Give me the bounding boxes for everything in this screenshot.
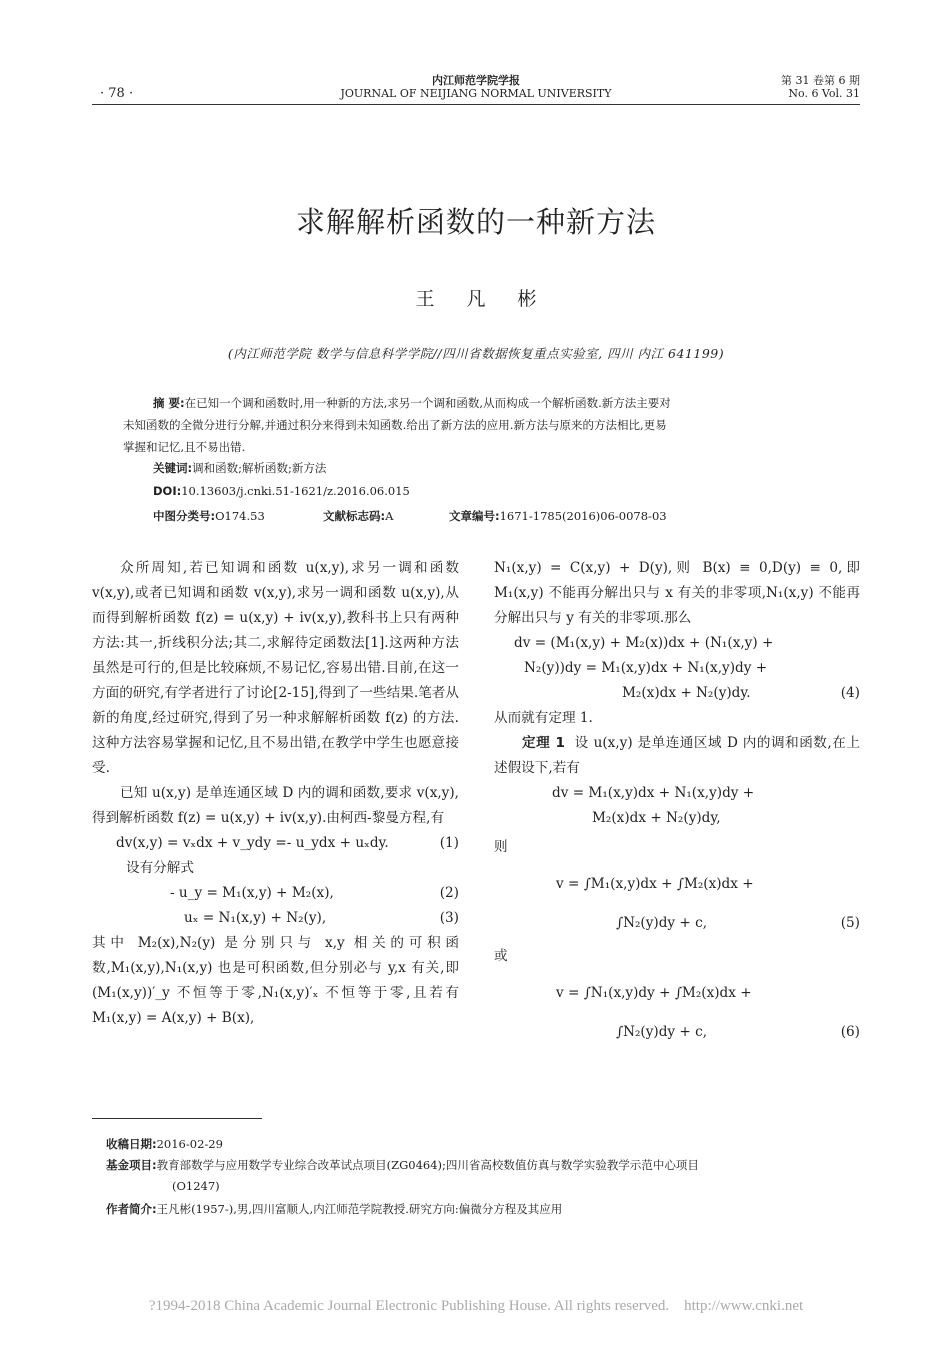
abstract-line3: 掌握和记忆,且不易出错. bbox=[123, 440, 246, 454]
doc-code-value: A bbox=[385, 509, 394, 523]
theorem-eq-line1: dv = M₁(x,y)dx + N₁(x,y)dy + bbox=[552, 785, 755, 801]
journal-name-en: JOURNAL OF NEIJIANG NORMAL UNIVERSITY bbox=[340, 87, 612, 100]
page-number: · 78 · bbox=[100, 86, 134, 101]
equation-2: - u_y = M₁(x,y) + M₂(x), (2) bbox=[170, 885, 459, 901]
keywords-text: 调和函数;解析函数;新方法 bbox=[192, 461, 327, 475]
equation-5-line1: v = ∫M₁(x,y)dx + ∫M₂(x)dx + bbox=[556, 876, 754, 892]
theorem-lead: 从而就有定理 1. bbox=[494, 710, 593, 726]
equation-6-line2: ∫N₂(y)dy + c, (6) bbox=[616, 1024, 860, 1040]
doi-text: 10.13603/j.cnki.51-1621/z.2016.06.015 bbox=[181, 484, 410, 498]
author-name: 王凡彬 bbox=[415, 288, 569, 310]
abstract-line2: 未知函数的全微分进行分解,并通过积分来得到未知函数.给出了新方法的应用.新方法与原来的方法相比,更易 bbox=[123, 418, 667, 432]
fund-label: 基金项目: bbox=[106, 1158, 157, 1172]
bio-value: 王凡彬(1957-),男,四川富顺人,内江师范学院教授.研究方向:偏微分方程及其应用 bbox=[156, 1202, 563, 1216]
article-number-value: 1671-1785(2016)06-0078-03 bbox=[499, 509, 667, 523]
intro-paragraph: 众所周知,若已知调和函数 u(x,y),求另一调和函数 v(x,y),或者已知调和函数 v(x,y),求另一调和函数 u(x,y),从而得到解析函数 f(z) = u(x,y) + iv(x,y),教科书上只有两种方法:其一,折线积分法;其二,求解待定函数法[1].这两种方法虽然是可行的,但是比较麻烦,不易记忆,容易出错.目前,在这一方面的研究,有学者进行了讨论[2-15],得到了一些结果.笔者从新的角度,经过研究,得到了另一种求解解析函数 f(z) 的方法.这种方法容易掌握和记忆,且不易出错,在教学中学生也愿意接受. bbox=[92, 560, 459, 776]
equation-6-line1: v = ∫N₁(x,y)dy + ∫M₂(x)dx + bbox=[556, 985, 752, 1001]
bio-label: 作者简介: bbox=[106, 1202, 157, 1216]
keywords bbox=[153, 460, 326, 476]
equation-4-line2: N₂(y))dy = M₁(x,y)dx + N₁(x,y)dy + bbox=[524, 660, 768, 676]
footnote-rule bbox=[92, 1118, 262, 1119]
abstract-line1: 在已知一个调和函数时,用一种新的方法,求另一个调和函数,从而构成一个解析函数.新方法主要对 bbox=[184, 396, 671, 410]
or-label: 或 bbox=[494, 948, 508, 964]
doi bbox=[153, 484, 410, 498]
author-bio bbox=[106, 1199, 866, 1220]
keywords-label: 关键词: bbox=[153, 461, 193, 475]
affiliation: (内江师范学院 数学与信息科学学院//四川省数据恢复重点实验室, 四川 内江 641199) bbox=[227, 346, 725, 361]
equation-4-line1: dv = (M₁(x,y) + M₂(x))dx + (N₁(x,y) + bbox=[514, 635, 774, 651]
equation-1: dv(x,y) = vₓdx + v_ydy =- u_ydx + uₓdy. (1) bbox=[116, 835, 459, 851]
theorem-1 bbox=[494, 731, 860, 781]
fund-value-cont: (O1247) bbox=[172, 1179, 220, 1193]
issue-cn: 第 31 卷第 6 期 bbox=[781, 74, 860, 87]
decomposition-text: 设有分解式 bbox=[126, 860, 194, 876]
clc-label: 中图分类号: bbox=[153, 509, 216, 523]
fund-value: 教育部数学与应用数学专业综合改革试点项目(ZG0464);四川省高校数值仿真与数学实验教学示范中心项目 bbox=[156, 1158, 699, 1172]
abstract-label: 摘 要: bbox=[153, 396, 185, 410]
theorem-eq-line2: M₂(x)dx + N₂(y)dy, bbox=[592, 810, 721, 826]
theorem-text: 设 u(x,y) 是单连通区域 D 内的调和函数,在上述假设下,若有 bbox=[494, 735, 860, 776]
right-column bbox=[494, 556, 860, 1045]
paper-title: 求解解析函数的一种新方法 bbox=[295, 205, 656, 239]
abstract bbox=[123, 392, 833, 458]
continuation-paragraph: N₁(x,y) = C(x,y) + D(y),则 B(x) ≡ 0,D(y) ≡ 0,即 M₁(x,y) 不能再分解出只与 x 有关的非零项,N₁(x,y) 不能再分解出只与 y 有关的非零项.那么 bbox=[494, 560, 860, 626]
received-value: 2016-02-29 bbox=[156, 1137, 223, 1151]
fund-info bbox=[106, 1155, 866, 1197]
theorem-label: 定理 1 bbox=[522, 735, 565, 751]
received-date bbox=[106, 1134, 866, 1155]
doc-code-label: 文献标志码: bbox=[323, 509, 386, 523]
then-label: 则 bbox=[494, 839, 508, 855]
equation-4-line3: M₂(x)dx + N₂(y)dy. (4) bbox=[622, 685, 860, 701]
setup-paragraph: 已知 u(x,y) 是单连通区域 D 内的调和函数,要求 v(x,y),得到解析函数 f(z) = u(x,y) + iv(x,y).由柯西-黎曼方程,有 bbox=[92, 785, 459, 826]
equation-3: uₓ = N₁(x,y) + N₂(y), (3) bbox=[184, 910, 459, 926]
issue-en: No. 6 Vol. 31 bbox=[788, 87, 860, 100]
left-column bbox=[92, 556, 459, 1031]
copyright-notice: ?1994-2018 China Academic Journal Electronic Publishing House. All rights reserved. http://www.cnki.net bbox=[148, 1298, 804, 1314]
equation-5-line2: ∫N₂(y)dy + c, (5) bbox=[616, 915, 860, 931]
conditions-paragraph: 其中 M₂(x),N₂(y) 是分别只与 x,y 相关的可积函数,M₁(x,y),N₁(x,y) 也是可积函数,但分别必与 y,x 有关,即 (M₁(x,y))′_y 不恒等于零,N₁(x,y)′ₓ 不恒等于零,且若有 M₁(x,y) = A(x,y) + B(x), bbox=[92, 935, 459, 1026]
article-number-label: 文章编号: bbox=[449, 509, 500, 523]
received-label: 收稿日期: bbox=[106, 1137, 157, 1151]
doi-label: DOI: bbox=[153, 484, 182, 498]
clc-value: O174.53 bbox=[215, 509, 265, 523]
classification bbox=[153, 508, 853, 524]
journal-name-cn: 内江师范学院学报 bbox=[432, 74, 520, 87]
header-rule bbox=[92, 104, 860, 105]
